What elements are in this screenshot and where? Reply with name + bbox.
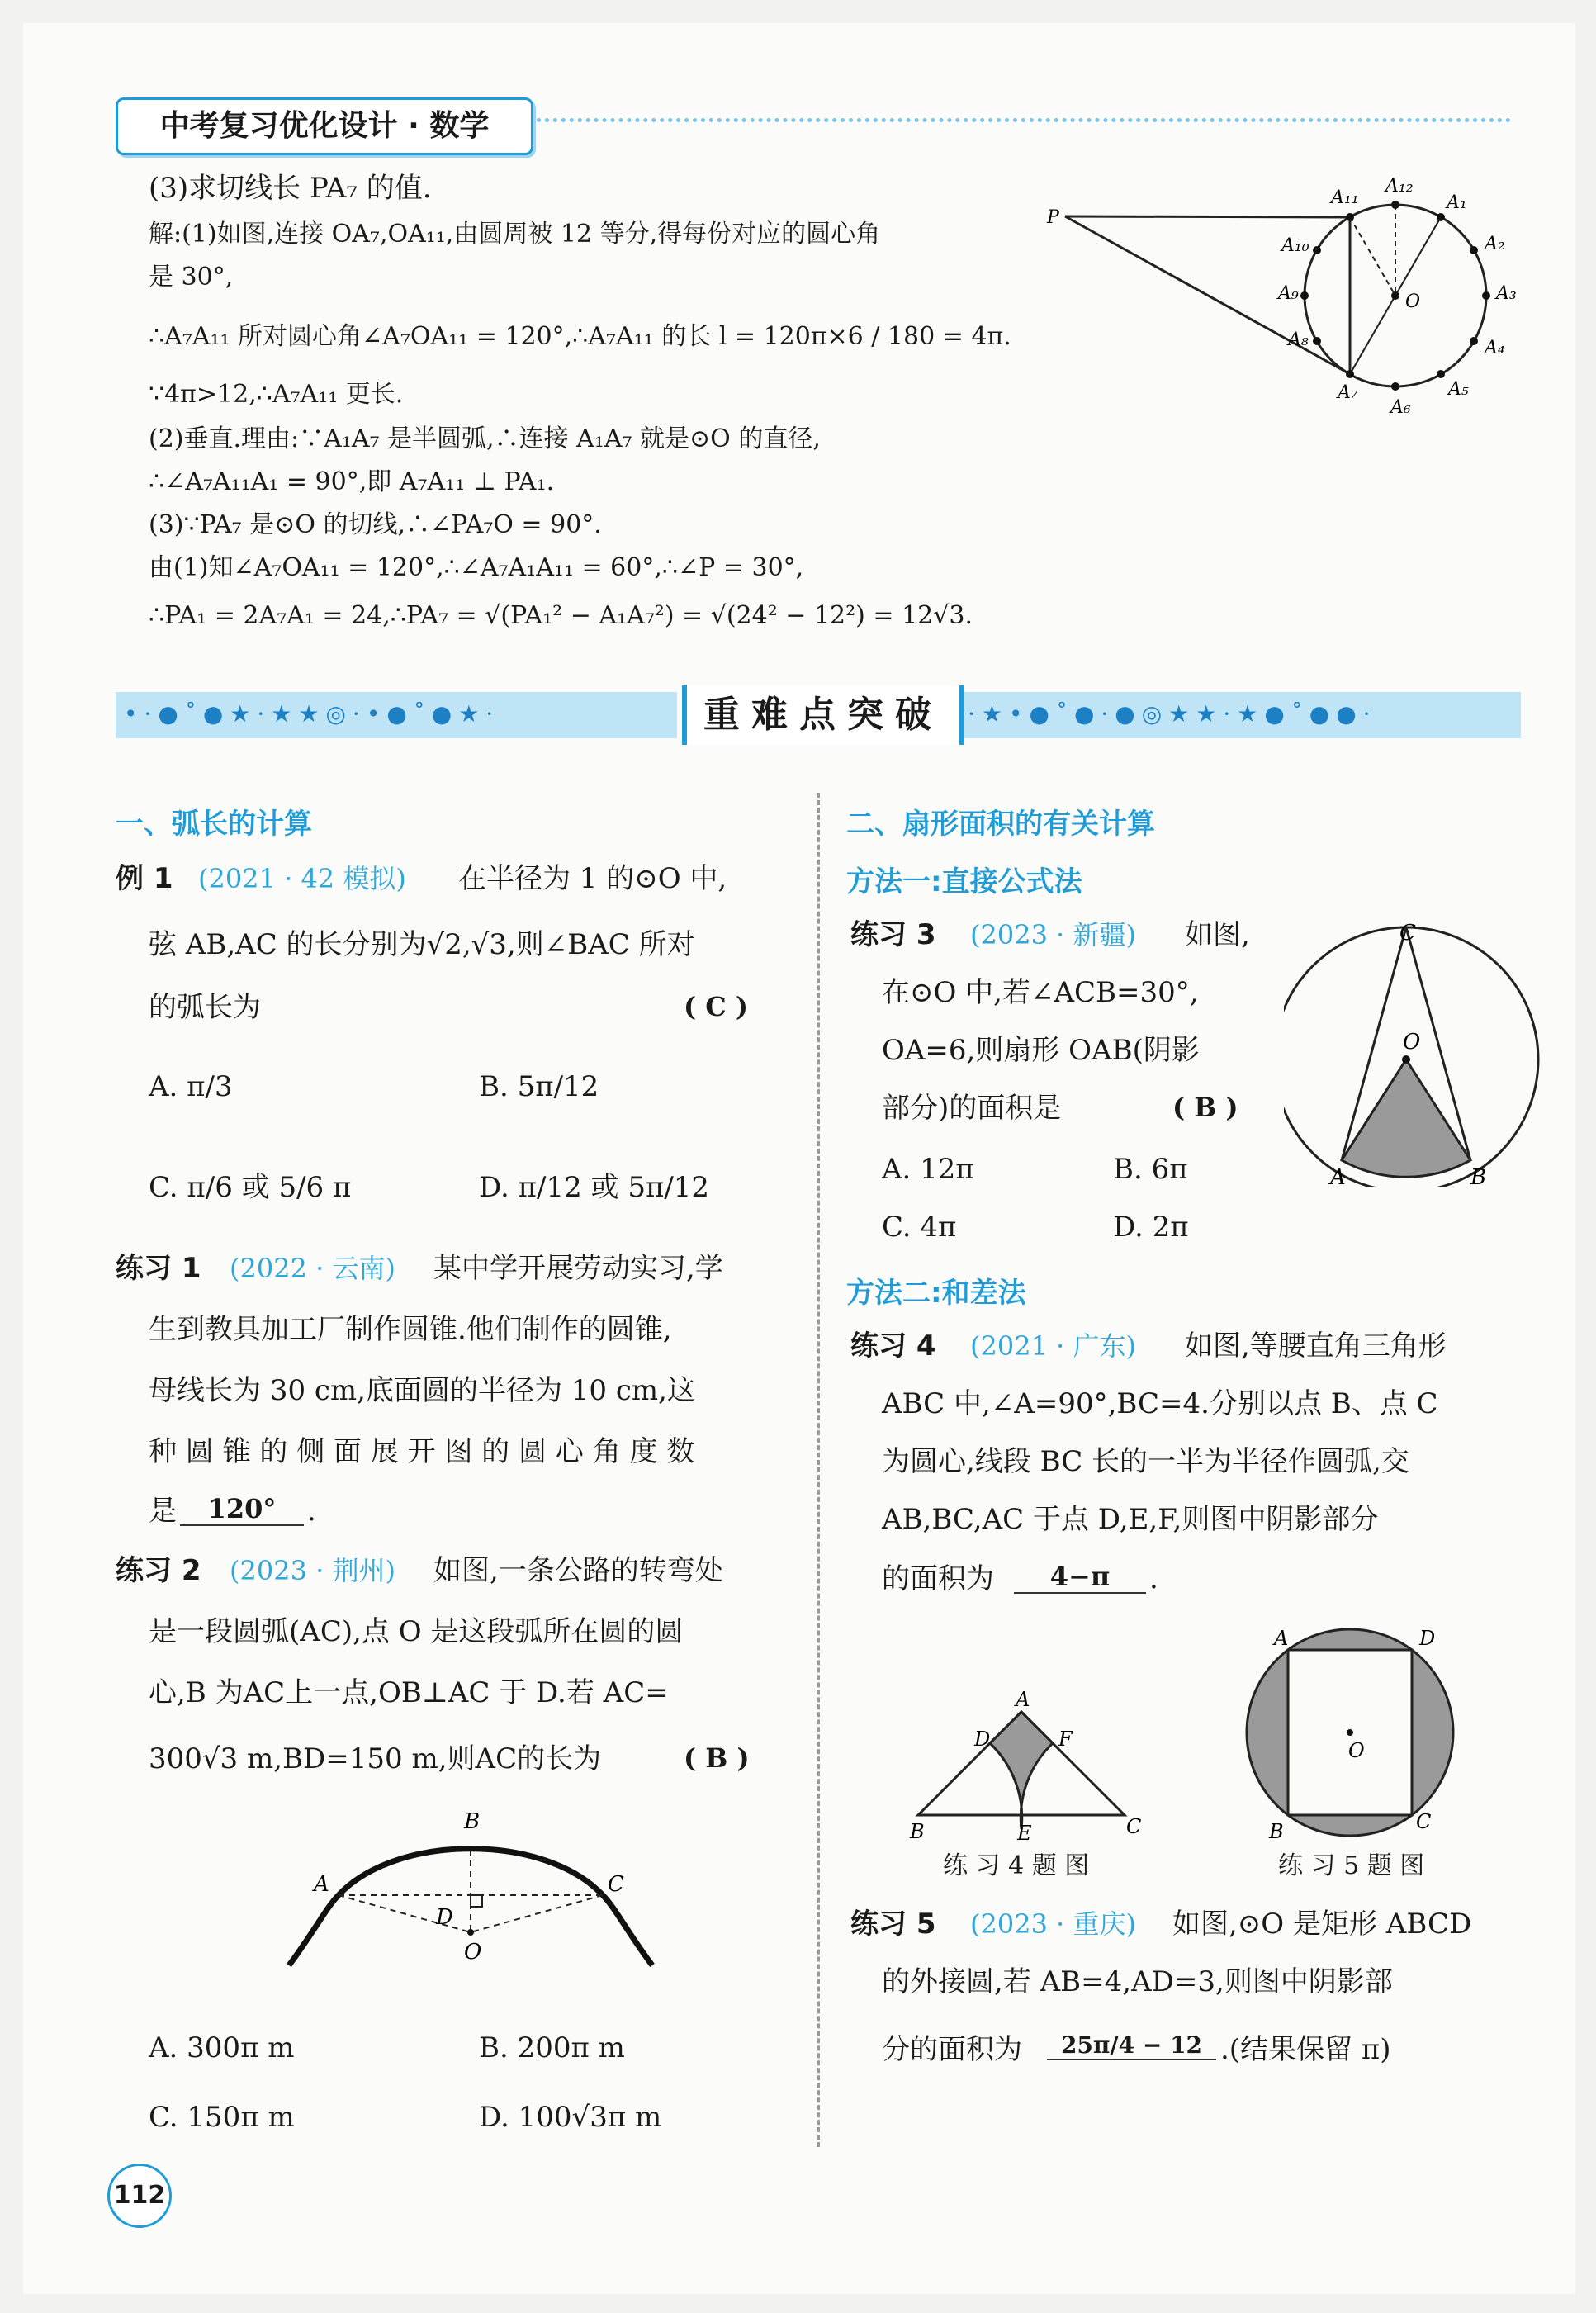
banner-right	[959, 692, 1521, 738]
point-a1	[1437, 213, 1445, 221]
triangle-label-d: D	[974, 1728, 991, 1751]
example-1-line-3: 的弧长为	[149, 991, 261, 1024]
practice-3-line-4: 部分)的面积是	[882, 1092, 1062, 1125]
practice-2-option-b: B. 200π m	[479, 2031, 625, 2064]
practice-4-line-2: ABC 中,∠A=90°,BC=4.分别以点 B、点 C	[882, 1387, 1438, 1420]
practice-5-source: (2023 · 重庆)	[970, 1908, 1136, 1940]
example-1-line-1: 在半径为 1 的⊙O 中,	[458, 862, 727, 895]
road-label-a: A	[314, 1872, 329, 1897]
label-a6: A₆	[1390, 397, 1411, 418]
point-a12	[1391, 201, 1399, 209]
solution-line-3: ∴A₇A₁₁ 所对圆心角∠A₇OA₁₁ = 120°,∴A₇A₁₁ 的长 l = 120π×6 / 180 = 4π.	[149, 322, 1011, 351]
practice-4-line-3: 为圆心,线段 BC 长的一半为半径作圆弧,交	[882, 1445, 1409, 1478]
banner-title: 重难点突破	[682, 685, 964, 745]
practice-3-line-2: 在⊙O 中,若∠ACB=30°,	[882, 976, 1199, 1009]
practice-5-line-3: 分的面积为	[882, 2033, 1022, 2066]
example-1-option-b: B. 5π/12	[479, 1070, 599, 1103]
section-2-title: 二、扇形面积的有关计算	[846, 808, 1155, 841]
practice-4-answer: 4−π	[1014, 1561, 1146, 1594]
practice-5-line-1: 如图,⊙O 是矩形 ABCD	[1172, 1908, 1472, 1941]
practice-1-line-1: 某中学开展劳动实习,学	[433, 1252, 723, 1285]
section-1-title: 一、弧长的计算	[116, 808, 312, 841]
practice-2-source: (2023 · 荆州)	[230, 1555, 395, 1586]
practice-3-option-c: C. 4π	[882, 1211, 957, 1244]
question-3: (3)求切线长 PA₇ 的值.	[149, 172, 432, 205]
method-1-title: 方法一:直接公式法	[846, 865, 1082, 898]
page-number: 112	[107, 2164, 172, 2228]
point-o	[1391, 291, 1399, 300]
solution-line-4: ∵4π>12,∴A₇A₁₁ 更长.	[149, 380, 404, 409]
practice-5-line-2: 的外接圆,若 AB=4,AD=3,则图中阴影部	[882, 1965, 1393, 1998]
practice-1-line-2: 生到教具加工厂制作圆锥.他们制作的圆锥,	[149, 1313, 672, 1346]
triangle-figure	[908, 1685, 1156, 1850]
practice-5-label: 练习 5	[850, 1908, 936, 1941]
solution-line-5: (2)垂直.理由:∵A₁A₇ 是半圆弧,∴连接 A₁A₇ 就是⊙O 的直径,	[149, 424, 821, 453]
practice-4-label: 练习 4	[850, 1330, 936, 1363]
practice-4-line-5: 的面积为	[882, 1562, 994, 1595]
sector-label-b: B	[1470, 1165, 1487, 1187]
practice-1-label: 练习 1	[116, 1252, 201, 1285]
practice-4-period: .	[1149, 1562, 1158, 1595]
label-a11: A₁₁	[1331, 187, 1359, 208]
label-a3: A₃	[1496, 283, 1517, 304]
point-a11	[1346, 213, 1354, 221]
road-label-d: D	[436, 1905, 453, 1930]
practice-2-line-2: 是一段圆弧(AC),点 O 是这段弧所在圆的圆	[149, 1615, 684, 1648]
label-p: P	[1047, 207, 1059, 228]
solution-line-2: 是 30°,	[149, 263, 234, 291]
label-a10: A₁₀	[1281, 235, 1309, 256]
practice-2-line-1: 如图,一条公路的转弯处	[433, 1554, 723, 1587]
solution-line-1: 解:(1)如图,连接 OA₇,OA₁₁,由圆周被 12 等分,得每份对应的圆心角	[149, 220, 881, 249]
practice-1-line-3: 母线长为 30 cm,底面圆的半径为 10 cm,这	[149, 1374, 695, 1407]
point-a3	[1482, 291, 1490, 300]
solution-line-6: ∴∠A₇A₁₁A₁ = 90°,即 A₇A₁₁ ⊥ PA₁.	[149, 467, 555, 496]
practice-3-option-b: B. 6π	[1113, 1153, 1188, 1186]
practice-2-option-c: C. 150π m	[149, 2101, 295, 2134]
road-label-b: B	[464, 1809, 481, 1834]
banner-left	[116, 692, 677, 738]
practice-1-line-5: 是	[149, 1495, 177, 1528]
road-label-c: C	[608, 1872, 624, 1897]
point-a7	[1346, 370, 1354, 378]
header-dotted-rule	[537, 118, 1511, 122]
triangle-label-e: E	[1017, 1822, 1032, 1845]
practice-2-line-4: 300√3 m,BD=150 m,则AC的长为	[149, 1742, 602, 1775]
practice-5-answer: 25π/4 − 12	[1047, 2031, 1216, 2060]
label-a4: A₄	[1485, 338, 1505, 358]
example-1-option-d: D. π/12 或 5π/12	[479, 1171, 710, 1204]
circle-tangent-figure	[1040, 173, 1536, 421]
practice-2-line-3: 心,B 为AC上一点,OB⊥AC 于 D.若 AC=	[149, 1676, 669, 1709]
rect-label-o: O	[1348, 1739, 1365, 1762]
label-a2: A₂	[1485, 234, 1505, 254]
example-1-line-2: 弦 AB,AC 的长分别为√2,√3,则∠BAC 所对	[149, 928, 695, 961]
label-a7: A₇	[1338, 382, 1358, 403]
rectangle-circle-figure	[1243, 1625, 1490, 1848]
example-1-option-c: C. π/6 或 5/6 π	[149, 1171, 352, 1204]
triangle-label-f: F	[1058, 1728, 1073, 1751]
practice-1-line-4: 种 圆 锥 的 侧 面 展 开 图 的 圆 心 角 度 数	[149, 1435, 695, 1468]
rect-label-c: C	[1416, 1810, 1432, 1833]
road-label-o: O	[464, 1940, 482, 1965]
practice-1-source: (2022 · 云南)	[230, 1253, 395, 1284]
practice-3-line-3: OA=6,则扇形 OAB(阴影	[882, 1034, 1200, 1067]
practice-2-option-a: A. 300π m	[149, 2031, 295, 2064]
practice-3-option-a: A. 12π	[882, 1153, 974, 1186]
triangle-label-b: B	[910, 1820, 925, 1843]
rect-label-a: A	[1274, 1627, 1289, 1650]
practice-5-figure-caption: 练 习 5 题 图	[1278, 1851, 1425, 1880]
triangle-label-c: C	[1126, 1815, 1142, 1838]
road-arc-figure	[281, 1808, 661, 2007]
rect-label-b: B	[1269, 1820, 1284, 1843]
banner-dots-right: ·★•●˚●·●◎★★·★●˚●●·	[968, 702, 1377, 727]
label-a1: A₁	[1447, 192, 1467, 213]
method-2-title: 方法二:和差法	[846, 1277, 1026, 1310]
practice-3-label: 练习 3	[850, 918, 936, 951]
example-1-answer: ( C )	[684, 991, 749, 1022]
label-a5: A₅	[1448, 379, 1469, 400]
sector-figure	[1284, 923, 1565, 1187]
practice-3-line-1: 如图,	[1185, 918, 1250, 951]
sector-label-a: A	[1330, 1165, 1346, 1187]
point-a2	[1470, 246, 1478, 254]
rect-label-d: D	[1419, 1627, 1436, 1650]
header-title: 中考复习优化设计 · 数学	[116, 97, 533, 155]
label-a9: A₉	[1278, 283, 1299, 304]
practice-3-source: (2023 · 新疆)	[970, 919, 1136, 950]
sector-label-o: O	[1403, 1030, 1421, 1055]
solution-line-7: (3)∵PA₇ 是⊙O 的切线,∴∠PA₇O = 90°.	[149, 510, 602, 539]
practice-4-line-1: 如图,等腰直角三角形	[1185, 1330, 1447, 1363]
solution-line-8: 由(1)知∠A₇OA₁₁ = 120°,∴∠A₇A₁A₁₁ = 60°,∴∠P = 30°,	[149, 553, 804, 582]
example-1-label: 例 1	[116, 862, 173, 895]
point-a10	[1313, 246, 1321, 254]
example-1-source: (2021 · 42 模拟)	[198, 863, 406, 894]
practice-3-option-d: D. 2π	[1113, 1211, 1189, 1244]
practice-4-line-4: AB,BC,AC 于点 D,E,F,则图中阴影部分	[882, 1503, 1379, 1536]
practice-1-period: .	[307, 1495, 316, 1528]
sector-label-c: C	[1399, 923, 1416, 946]
point-a4	[1470, 337, 1478, 345]
point-a8	[1313, 337, 1321, 345]
label-o: O	[1405, 291, 1421, 312]
practice-1-answer: 120°	[180, 1493, 304, 1526]
practice-2-answer: ( B )	[684, 1742, 750, 1774]
practice-2-option-d: D. 100√3π m	[479, 2101, 662, 2134]
point-a5	[1437, 370, 1445, 378]
practice-3-answer: ( B )	[1172, 1092, 1238, 1123]
practice-4-source: (2021 · 广东)	[970, 1330, 1136, 1362]
practice-2-label: 练习 2	[116, 1554, 201, 1587]
label-a12: A₁₂	[1385, 176, 1414, 197]
solution-line-9: ∴PA₁ = 2A₇A₁ = 24,∴PA₇ = √(PA₁² − A₁A₇²) = √(24² − 12²) = 12√3.	[149, 601, 973, 630]
example-1-option-a: A. π/3	[149, 1070, 233, 1103]
banner-dots-left: •·●˚●★·★★◎·•●˚●★·	[124, 702, 500, 727]
column-divider	[817, 793, 820, 2147]
point-a6	[1391, 382, 1399, 391]
triangle-label-a: A	[1016, 1688, 1030, 1711]
practice-4-figure-caption: 练 习 4 题 图	[943, 1851, 1090, 1880]
practice-5-note: .(结果保留 π)	[1220, 2033, 1391, 2066]
point-a9	[1300, 291, 1309, 300]
label-a8: A₈	[1288, 329, 1309, 350]
